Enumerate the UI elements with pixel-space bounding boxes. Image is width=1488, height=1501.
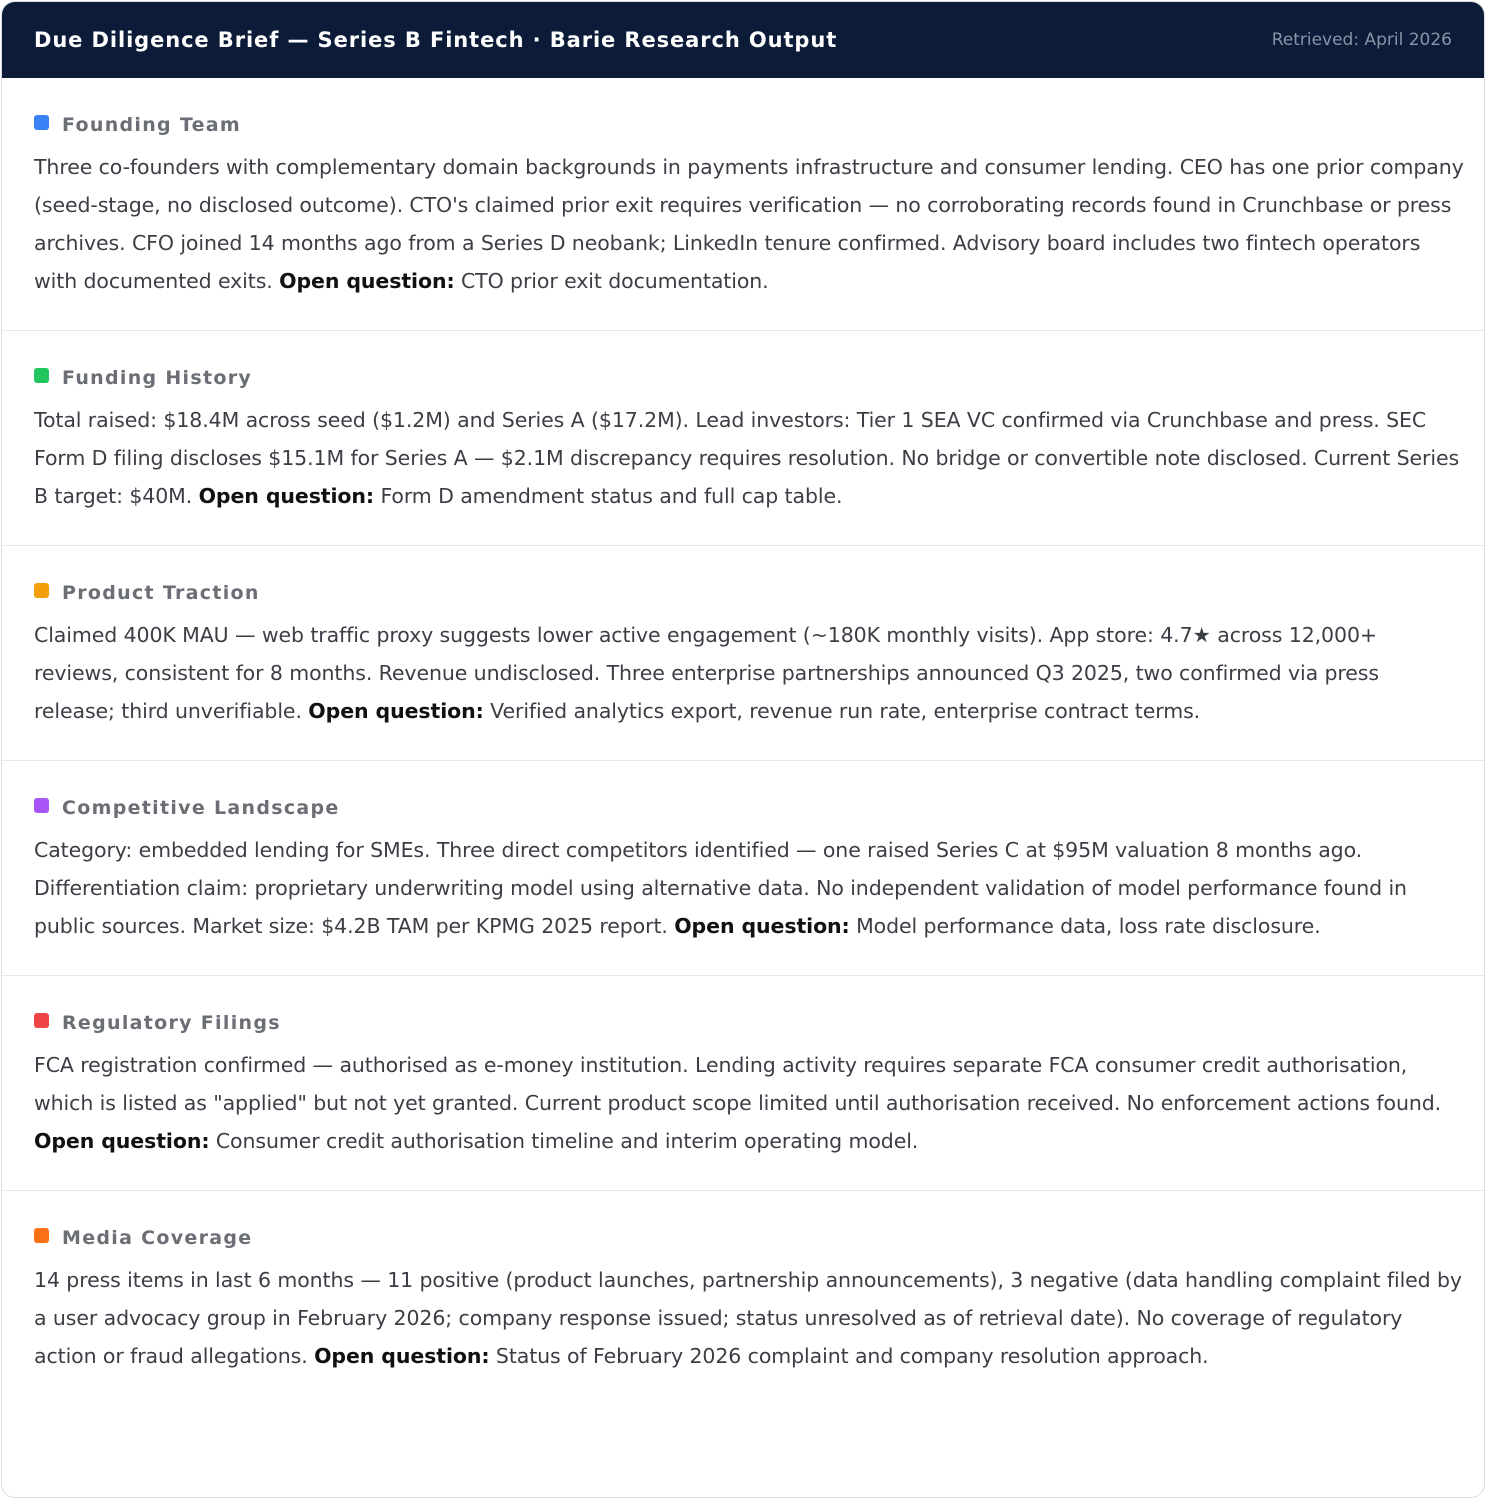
open-question-text: Model performance data, loss rate disclosure. — [856, 914, 1321, 938]
section-body — [34, 831, 1466, 945]
section-text: Category: embedded lending for SMEs. Three direct competitors identified — one raised Series C at $95M valuation 8 months ago. Differentiation claim: proprietary underwriting model using alternative data. No independent validation of model performance found in public sources. Market size: $4.2B TAM per KPMG 2025 report. — [34, 838, 1407, 938]
section-body — [34, 616, 1466, 730]
open-question-label: Open question: — [314, 1344, 490, 1368]
section-label: Regulatory Filings — [62, 1012, 281, 1034]
section-text: 14 press items in last 6 months — 11 positive (product launches, partnership announcements), 3 negative (data handling complaint filed by a user advocacy group in February 2026; company response issued; status unresolved as of retrieval date). No coverage of regulatory action or fraud allegations. — [34, 1268, 1462, 1368]
section-header — [34, 1225, 1466, 1251]
open-question-label: Open question: — [674, 914, 850, 938]
open-question-text: Consumer credit authorisation timeline and interim operating model. — [215, 1129, 919, 1153]
open-question-label: Open question: — [279, 269, 455, 293]
open-question-text: Form D amendment status and full cap table. — [380, 484, 843, 508]
brief-title: Due Diligence Brief — Series B Fintech · Barie Research Output — [34, 28, 838, 52]
section-regulatory-filings — [2, 976, 1484, 1191]
category-color-swatch — [34, 368, 49, 383]
section-founding-team — [2, 78, 1484, 331]
section-funding-history — [2, 331, 1484, 546]
section-label: Competitive Landscape — [62, 797, 340, 819]
section-label: Founding Team — [62, 114, 242, 136]
category-color-swatch — [34, 798, 49, 813]
open-question-text: Verified analytics export, revenue run rate, enterprise contract terms. — [490, 699, 1201, 723]
open-question-label: Open question: — [198, 484, 375, 508]
section-label: Product Traction — [62, 582, 260, 604]
section-header — [34, 795, 1466, 821]
section-label: Funding History — [62, 367, 253, 389]
section-product-traction — [2, 546, 1484, 761]
section-competitive-landscape — [2, 761, 1484, 976]
section-body — [34, 401, 1466, 515]
open-question-text: CTO prior exit documentation. — [460, 269, 769, 293]
open-question-label: Open question: — [34, 1129, 210, 1153]
category-color-swatch — [34, 1228, 49, 1243]
section-text: FCA registration confirmed — authorised as e-money institution. Lending activity requires separate FCA consumer credit authorisation, which is listed as "applied" but not yet granted. Current product scope limited until authorisation received. No enforcement actions found. — [34, 1053, 1442, 1115]
category-color-swatch — [34, 1013, 49, 1028]
section-media-coverage — [2, 1191, 1484, 1405]
open-question-text: Status of February 2026 complaint and company resolution approach. — [495, 1344, 1209, 1368]
section-header — [34, 580, 1466, 606]
section-label: Media Coverage — [62, 1227, 253, 1249]
category-color-swatch — [34, 115, 49, 130]
section-body — [34, 1261, 1466, 1375]
section-body — [34, 148, 1466, 300]
open-question-label: Open question: — [308, 699, 484, 723]
section-header — [34, 1010, 1466, 1036]
section-header — [34, 112, 1466, 138]
brief-card — [1, 1, 1485, 1498]
category-color-swatch — [34, 583, 49, 598]
retrieved-date: Retrieved: April 2026 — [1271, 30, 1452, 50]
section-text: Total raised: $18.4M across seed ($1.2M) and Series A ($17.2M). Lead investors: Tier 1 SEA VC confirmed via Crunchbase and press. SEC Form D filing discloses $15.1M for Series A — $2.1M discrepancy requires resolution. No bridge or convertible note disclosed. Current Series B target: $40M. — [34, 408, 1460, 508]
section-text: Claimed 400K MAU — web traffic proxy suggests lower active engagement (~180K monthly visits). App store: 4.7★ across 12,000+ reviews, consistent for 8 months. Revenue undisclosed. Three enterprise partnerships announced Q3 2025, two confirmed via press release; third unverifiable. — [34, 623, 1379, 723]
section-text: Three co-founders with complementary domain backgrounds in payments infrastructure and consumer lending. CEO has one prior company (seed-stage, no disclosed outcome). CTO's claimed prior exit requires verification — no corroborating records found in Crunchbase or press archives. CFO joined 14 months ago from a Series D neobank; LinkedIn tenure confirmed. Advisory board includes two fintech operators with documented exits. — [34, 155, 1464, 293]
section-body — [34, 1046, 1466, 1160]
section-header — [34, 365, 1466, 391]
brief-header — [2, 2, 1484, 78]
